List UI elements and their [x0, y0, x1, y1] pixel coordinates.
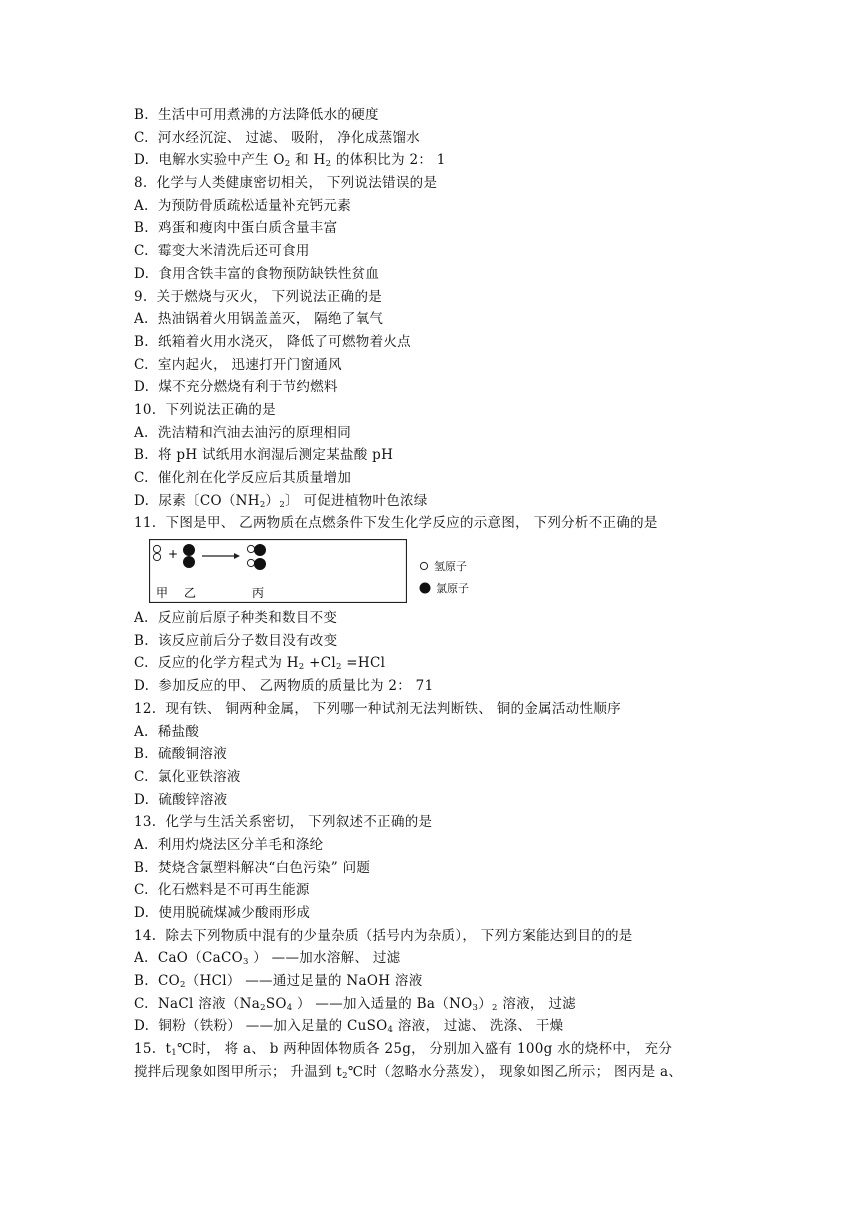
plus-sign: +: [168, 547, 179, 562]
text-line: B. 生活中可用煮沸的方法降低水的硬度: [134, 107, 379, 123]
text-line: D. 电解水实验中产生 $O_2$ 和 $H_2$ 的体积比为 2： 1: [134, 152, 446, 170]
text-line: B. 鸡蛋和瘦肉中蛋白质含量丰富: [134, 220, 338, 237]
text-line: A. 洗洁精和汽油去油污的原理相同: [134, 424, 352, 441]
product-hydrogen-atom: [247, 545, 254, 552]
text-line: C. 反应的化学方程式为 $H_2 +Cl_2 =HCl$: [134, 655, 386, 673]
reaction-figure: [134, 535, 744, 607]
hydrogen-atom-icon: [419, 561, 429, 571]
text-line: C. 氯化亚铁溶液: [134, 768, 241, 785]
text-line: A. 稀盐酸: [134, 723, 200, 740]
figure-legend: [419, 555, 469, 599]
text-line: 14. 除去下列物质中混有的少量杂质（括号内为杂质）， 下列方案能达到目的的是: [134, 927, 633, 944]
legend-chlorine-label: 氯原子: [436, 582, 469, 596]
text-line: 15. $t_1℃$时， 将 a、 b 两种固体物质各 25g， 分别加入盛有 100g 水的烧杯中， 充分: [134, 1041, 673, 1059]
text-line: 9. 关于燃烧与灭火， 下列说法正确的是: [134, 288, 383, 305]
text-line: C. NaCl 溶液（$Na_2SO_4$ ） ——加入适量的 $Ba(NO_3)_2$ 溶液， 过滤: [134, 995, 576, 1013]
text-line: D. 使用脱硫煤减少酸雨形成: [134, 905, 311, 921]
reaction-diagram: [149, 539, 407, 603]
text-line: 8. 化学与人类健康密切相关， 下列说法错误的是: [134, 175, 438, 192]
legend-hydrogen-label: 氢原子: [434, 560, 467, 574]
reactant-chlorine-atom: [183, 544, 195, 556]
text-line: A. CaO（CaCO$_3$ ） ——加水溶解、 过滤: [134, 950, 401, 968]
text-line: B. 焚烧含氯塑料解决“白色污染” 问题: [134, 859, 371, 876]
product-chlorine-atom: [254, 558, 266, 570]
text-line: D. 参加反应的甲、 乙两物质的质量比为 2： 71: [134, 678, 434, 695]
reactant-chlorine-atom: [183, 556, 195, 568]
text-line: D. 煤不充分燃烧有利于节约燃料: [134, 379, 338, 396]
text-line: B. 该反应前后分子数目没有改变: [134, 632, 338, 649]
label-yi: 乙: [184, 586, 197, 601]
text-line: C. 霉变大米清洗后还可食用: [134, 243, 310, 260]
text-line: D. 尿素〔$CO(NH_2)_2$〕 可促进植物叶色浓绿: [134, 492, 428, 510]
text-line: C. 室内起火， 迅速打开门窗通风: [134, 356, 342, 373]
text-line: D. 铜粉（铁粉） ——加入足量的 CuSO$_4$ 溶液， 过滤、 洗涤、 干燥: [134, 1018, 564, 1036]
text-line: B. $CO_2(HCl)$ ——通过足量的 NaOH 溶液: [134, 973, 423, 991]
text-line: C. 化石燃料是不可再生能源: [134, 882, 310, 899]
chlorine-atom-icon: [419, 582, 431, 594]
text-line: 10. 下列说法正确的是: [134, 401, 276, 418]
questions-11-to-15: [134, 607, 744, 1083]
legend-hydrogen: [419, 555, 469, 577]
text-line: C. 催化剂在化学反应后其质量增加: [134, 470, 352, 486]
label-jia: 甲: [156, 586, 169, 601]
text-line: B. 纸箱着火用水浇灭， 降低了可燃物着火点: [134, 333, 411, 350]
document-page: [134, 104, 744, 1084]
text-line: A. 为预防骨质疏松适量补充钙元素: [134, 197, 352, 214]
text-line: D. 硫酸锌溶液: [134, 791, 228, 808]
text-line: 12. 现有铁、 铜两种金属， 下列哪一种试剂无法判断铁、 铜的金属活动性顺序: [134, 700, 621, 717]
text-line: A. 利用灼烧法区分羊毛和涤纶: [134, 836, 324, 853]
text-line: B. 将 pH 试纸用水润湿后测定某盐酸 pH: [134, 447, 394, 464]
questions-7-to-11: [134, 104, 744, 535]
text-line: 11. 下图是甲、 乙两物质在点燃条件下发生化学反应的示意图， 下列分析不正确的是: [134, 515, 658, 532]
text-line: 搅拌后现象如图甲所示； 升温到 $t_2℃$时（忽略水分蒸发）， 现象如图乙所示； 图丙是 a、: [134, 1063, 683, 1081]
text-line: A. 反应前后原子种类和数目不变: [134, 610, 338, 627]
reactant-hydrogen-atom: [153, 545, 160, 552]
text-line: C. 河水经沉淀、 过滤、 吸附， 净化成蒸馏水: [134, 129, 421, 146]
label-bing: 丙: [252, 586, 265, 601]
reactant-hydrogen-atom: [153, 553, 160, 560]
product-hydrogen-atom: [247, 559, 254, 566]
text-line: A. 热油锅着火用锅盖盖灭， 隔绝了氧气: [134, 311, 384, 328]
text-line: B. 硫酸铜溶液: [134, 746, 227, 763]
text-line: 13. 化学与生活关系密切， 下列叙述不正确的是: [134, 814, 433, 831]
text-line: D. 食用含铁丰富的食物预防缺铁性贫血: [134, 265, 380, 282]
product-chlorine-atom: [254, 544, 266, 556]
legend-chlorine: [419, 577, 469, 599]
